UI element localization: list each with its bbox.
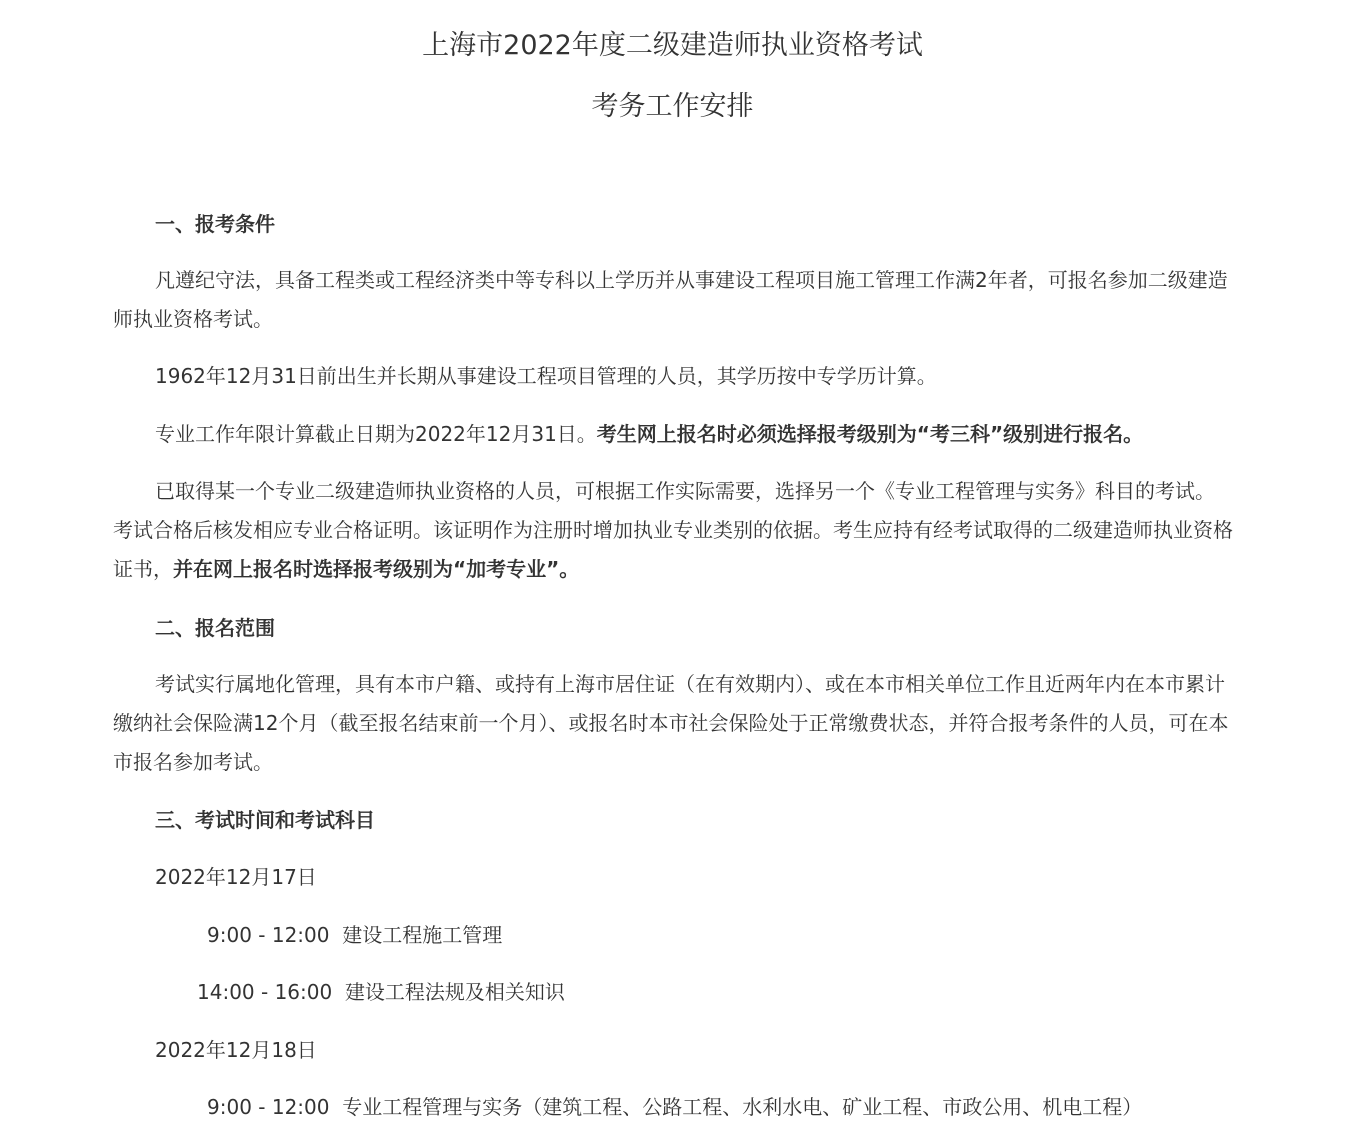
document-title-line1: 上海市2022年度二级建造师执业资格考试 [422,30,923,61]
exam-day1-date: 2022年12月17日 [155,865,317,889]
section1-paragraph1: 凡遵纪守法，具备工程类或工程经济类中等专科以上学历并从事建设工程项目施工管理工作满2年者，可报名参加二级建造师执业资格考试。 [113,268,1228,331]
exam-day2-slot1-time: 9:00 - 12:00 [207,1095,330,1119]
section2-paragraph1: 考试实行属地化管理，具有本市户籍、或持有上海市居住证（在有效期内）、或在本市相关单位工作且近两年内在本市累计缴纳社会保险满12个月（截至报名结束前一个月）、或报名时本市社会保险处于正常缴费状态，并符合报考条件的人员，可在本市报名参加考试。 [113,672,1229,774]
section2-heading: 二、报名范围 [155,616,275,640]
section1-paragraph4 [113,472,1233,589]
section1-paragraph3-emphasis: 考生网上报名时必须选择报考级别为“考三科”级别进行报名。 [596,422,1144,446]
section1-heading: 一、报考条件 [155,212,275,236]
exam-day1-slot2 [197,977,565,1007]
exam-day1-slot1 [207,920,502,950]
section1-paragraph2: 1962年12月31日前出生并长期从事建设工程项目管理的人员，其学历按中专学历计算。 [155,364,937,388]
section1-paragraph4-emphasis: 并在网上报名时选择报考级别为“加考专业”。 [173,557,580,581]
document-title-line2: 考务工作安排 [591,91,754,122]
section1-paragraph3 [113,415,1233,454]
exam-day2-date: 2022年12月18日 [155,1038,317,1062]
exam-day1-slot1-subject: 建设工程施工管理 [342,923,503,947]
exam-day1-slot1-time: 9:00 - 12:00 [207,923,330,947]
section3-heading: 三、考试时间和考试科目 [155,808,375,832]
exam-day1-slot2-time: 14:00 - 16:00 [197,980,333,1004]
exam-day2-slot1-subject: 专业工程管理与实务（建筑工程、公路工程、水利水电、矿业工程、市政公用、机电工程） [342,1095,1143,1119]
section1-paragraph3-text: 专业工作年限计算截止日期为2022年12月31日。 [155,422,597,446]
exam-day1-slot2-subject: 建设工程法规及相关知识 [344,980,565,1004]
exam-day2-slot1 [207,1092,1142,1122]
section1-paragraph4-text: 已取得某一个专业二级建造师执业资格的人员，可根据工作实际需要，选择另一个《专业工程管理与实务》科目的考试。考试合格后核发相应专业合格证明。该证明作为注册时增加执业专业类别的依据。考生应持有经考试取得的二级建造师执业资格证书， [113,479,1233,581]
